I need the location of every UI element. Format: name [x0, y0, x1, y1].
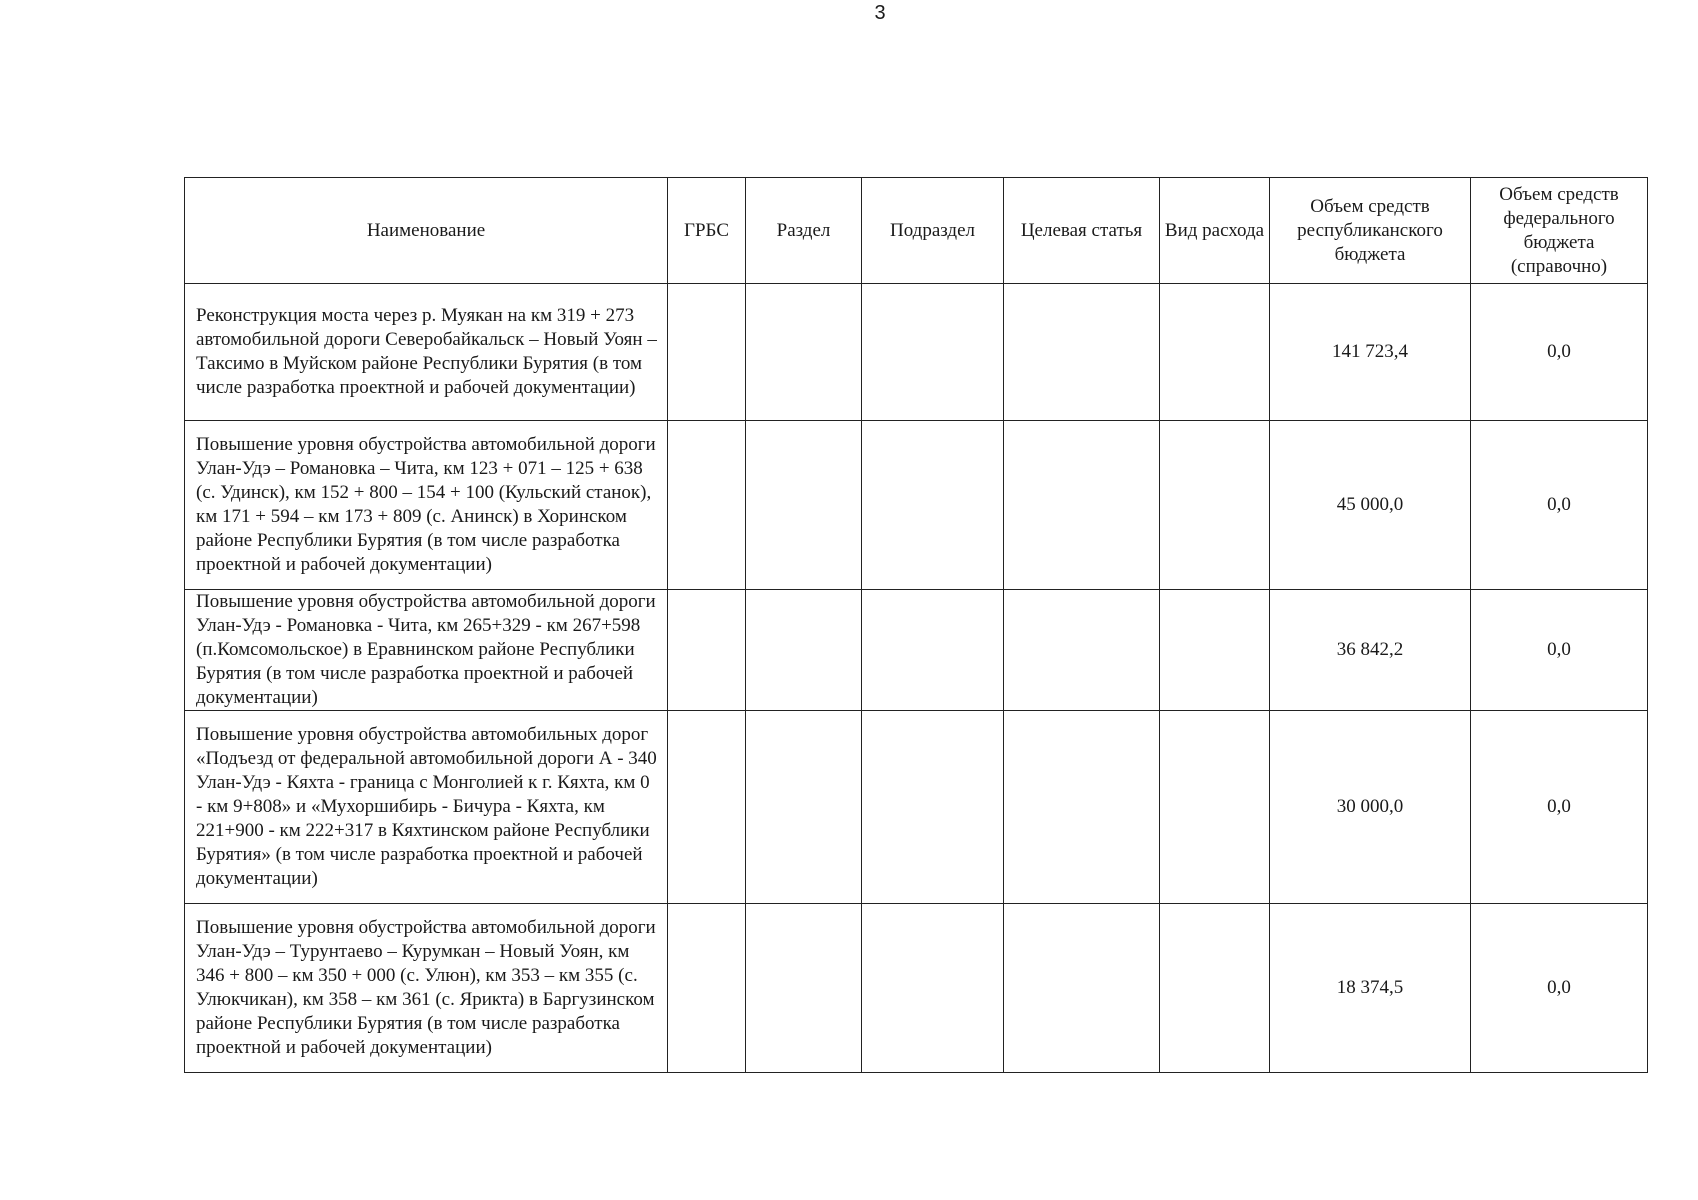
header-grbs: ГРБС [668, 178, 746, 284]
row-federal-budget: 0,0 [1471, 904, 1648, 1073]
table-row [185, 421, 1648, 590]
table-row [185, 284, 1648, 421]
row-grbs [668, 284, 746, 421]
row-section [746, 904, 862, 1073]
row-target-article [1004, 284, 1160, 421]
row-expense-type [1160, 590, 1270, 711]
row-target-article [1004, 904, 1160, 1073]
row-republican-budget: 45 000,0 [1270, 421, 1471, 590]
row-target-article [1004, 711, 1160, 904]
row-grbs [668, 904, 746, 1073]
row-republican-budget: 141 723,4 [1270, 284, 1471, 421]
row-subsection [862, 904, 1004, 1073]
header-expense-type: Вид расхода [1160, 178, 1270, 284]
row-federal-budget: 0,0 [1471, 711, 1648, 904]
row-federal-budget: 0,0 [1471, 590, 1648, 711]
header-republican-budget: Объем средств республиканского бюджета [1270, 178, 1471, 284]
table-header-row [185, 178, 1648, 284]
row-expense-type [1160, 711, 1270, 904]
row-name: Реконструкция моста через р. Муякан на км 319 + 273 автомобильной дороги Северобайкальск – Новый Уоян – Таксимо в Муйском районе Республики Бурятия (в том числе разработка проектной и рабочей документации) [185, 284, 668, 421]
row-federal-budget: 0,0 [1471, 421, 1648, 590]
row-name: Повышение уровня обустройства автомобильной дороги Улан-Удэ - Романовка - Чита, км 265+329 - км 267+598 (п.Комсомольское) в Еравнинском районе Республики Бурятия (в том числе разработка проектной и рабочей документации) [185, 590, 668, 711]
row-grbs [668, 590, 746, 711]
row-section [746, 421, 862, 590]
row-expense-type [1160, 284, 1270, 421]
row-republican-budget: 30 000,0 [1270, 711, 1471, 904]
row-target-article [1004, 590, 1160, 711]
row-federal-budget: 0,0 [1471, 284, 1648, 421]
row-subsection [862, 421, 1004, 590]
header-subsection: Подраздел [862, 178, 1004, 284]
row-section [746, 711, 862, 904]
row-subsection [862, 590, 1004, 711]
row-grbs [668, 711, 746, 904]
row-name: Повышение уровня обустройства автомобильной дороги Улан-Удэ – Романовка – Чита, км 123 + 071 – 125 + 638 (с. Удинск), км 152 + 800 – 154 + 100 (Кульский станок), км 171 + 594 – км 173 + 809 (с. Анинск) в Хоринском районе Республики Бурятия (в том числе разработка проектной и рабочей документации) [185, 421, 668, 590]
budget-table [184, 177, 1648, 1073]
row-target-article [1004, 421, 1160, 590]
row-section [746, 284, 862, 421]
header-federal-budget: Объем средств федерального бюджета (справочно) [1471, 178, 1648, 284]
table-row [185, 711, 1648, 904]
row-subsection [862, 711, 1004, 904]
row-republican-budget: 36 842,2 [1270, 590, 1471, 711]
row-subsection [862, 284, 1004, 421]
header-name: Наименование [185, 178, 668, 284]
table-row [185, 904, 1648, 1073]
header-section: Раздел [746, 178, 862, 284]
header-target-article: Целевая статья [1004, 178, 1160, 284]
row-grbs [668, 421, 746, 590]
row-name: Повышение уровня обустройства автомобильных дорог «Подъезд от федеральной автомобильной дороги А - 340 Улан-Удэ - Кяхта - граница с Монголией к г. Кяхта, км 0 - км 9+808» и «Мухоршибирь - Бичура - Кяхта, км 221+900 - км 222+317 в Кяхтинском районе Республики Бурятия» (в том числе разработка проектной и рабочей документации) [185, 711, 668, 904]
row-expense-type [1160, 421, 1270, 590]
row-republican-budget: 18 374,5 [1270, 904, 1471, 1073]
row-expense-type [1160, 904, 1270, 1073]
row-section [746, 590, 862, 711]
page-number: 3 [874, 2, 886, 24]
row-name: Повышение уровня обустройства автомобильной дороги Улан-Удэ – Турунтаево – Курумкан – Новый Уоян, км 346 + 800 – км 350 + 000 (с. Улюн), км 353 – км 355 (с. Улюкчикан), км 358 – км 361 (с. Ярикта) в Баргузинском районе Республики Бурятия (в том числе разработка проектной и рабочей документации) [185, 904, 668, 1073]
table-row [185, 590, 1648, 711]
